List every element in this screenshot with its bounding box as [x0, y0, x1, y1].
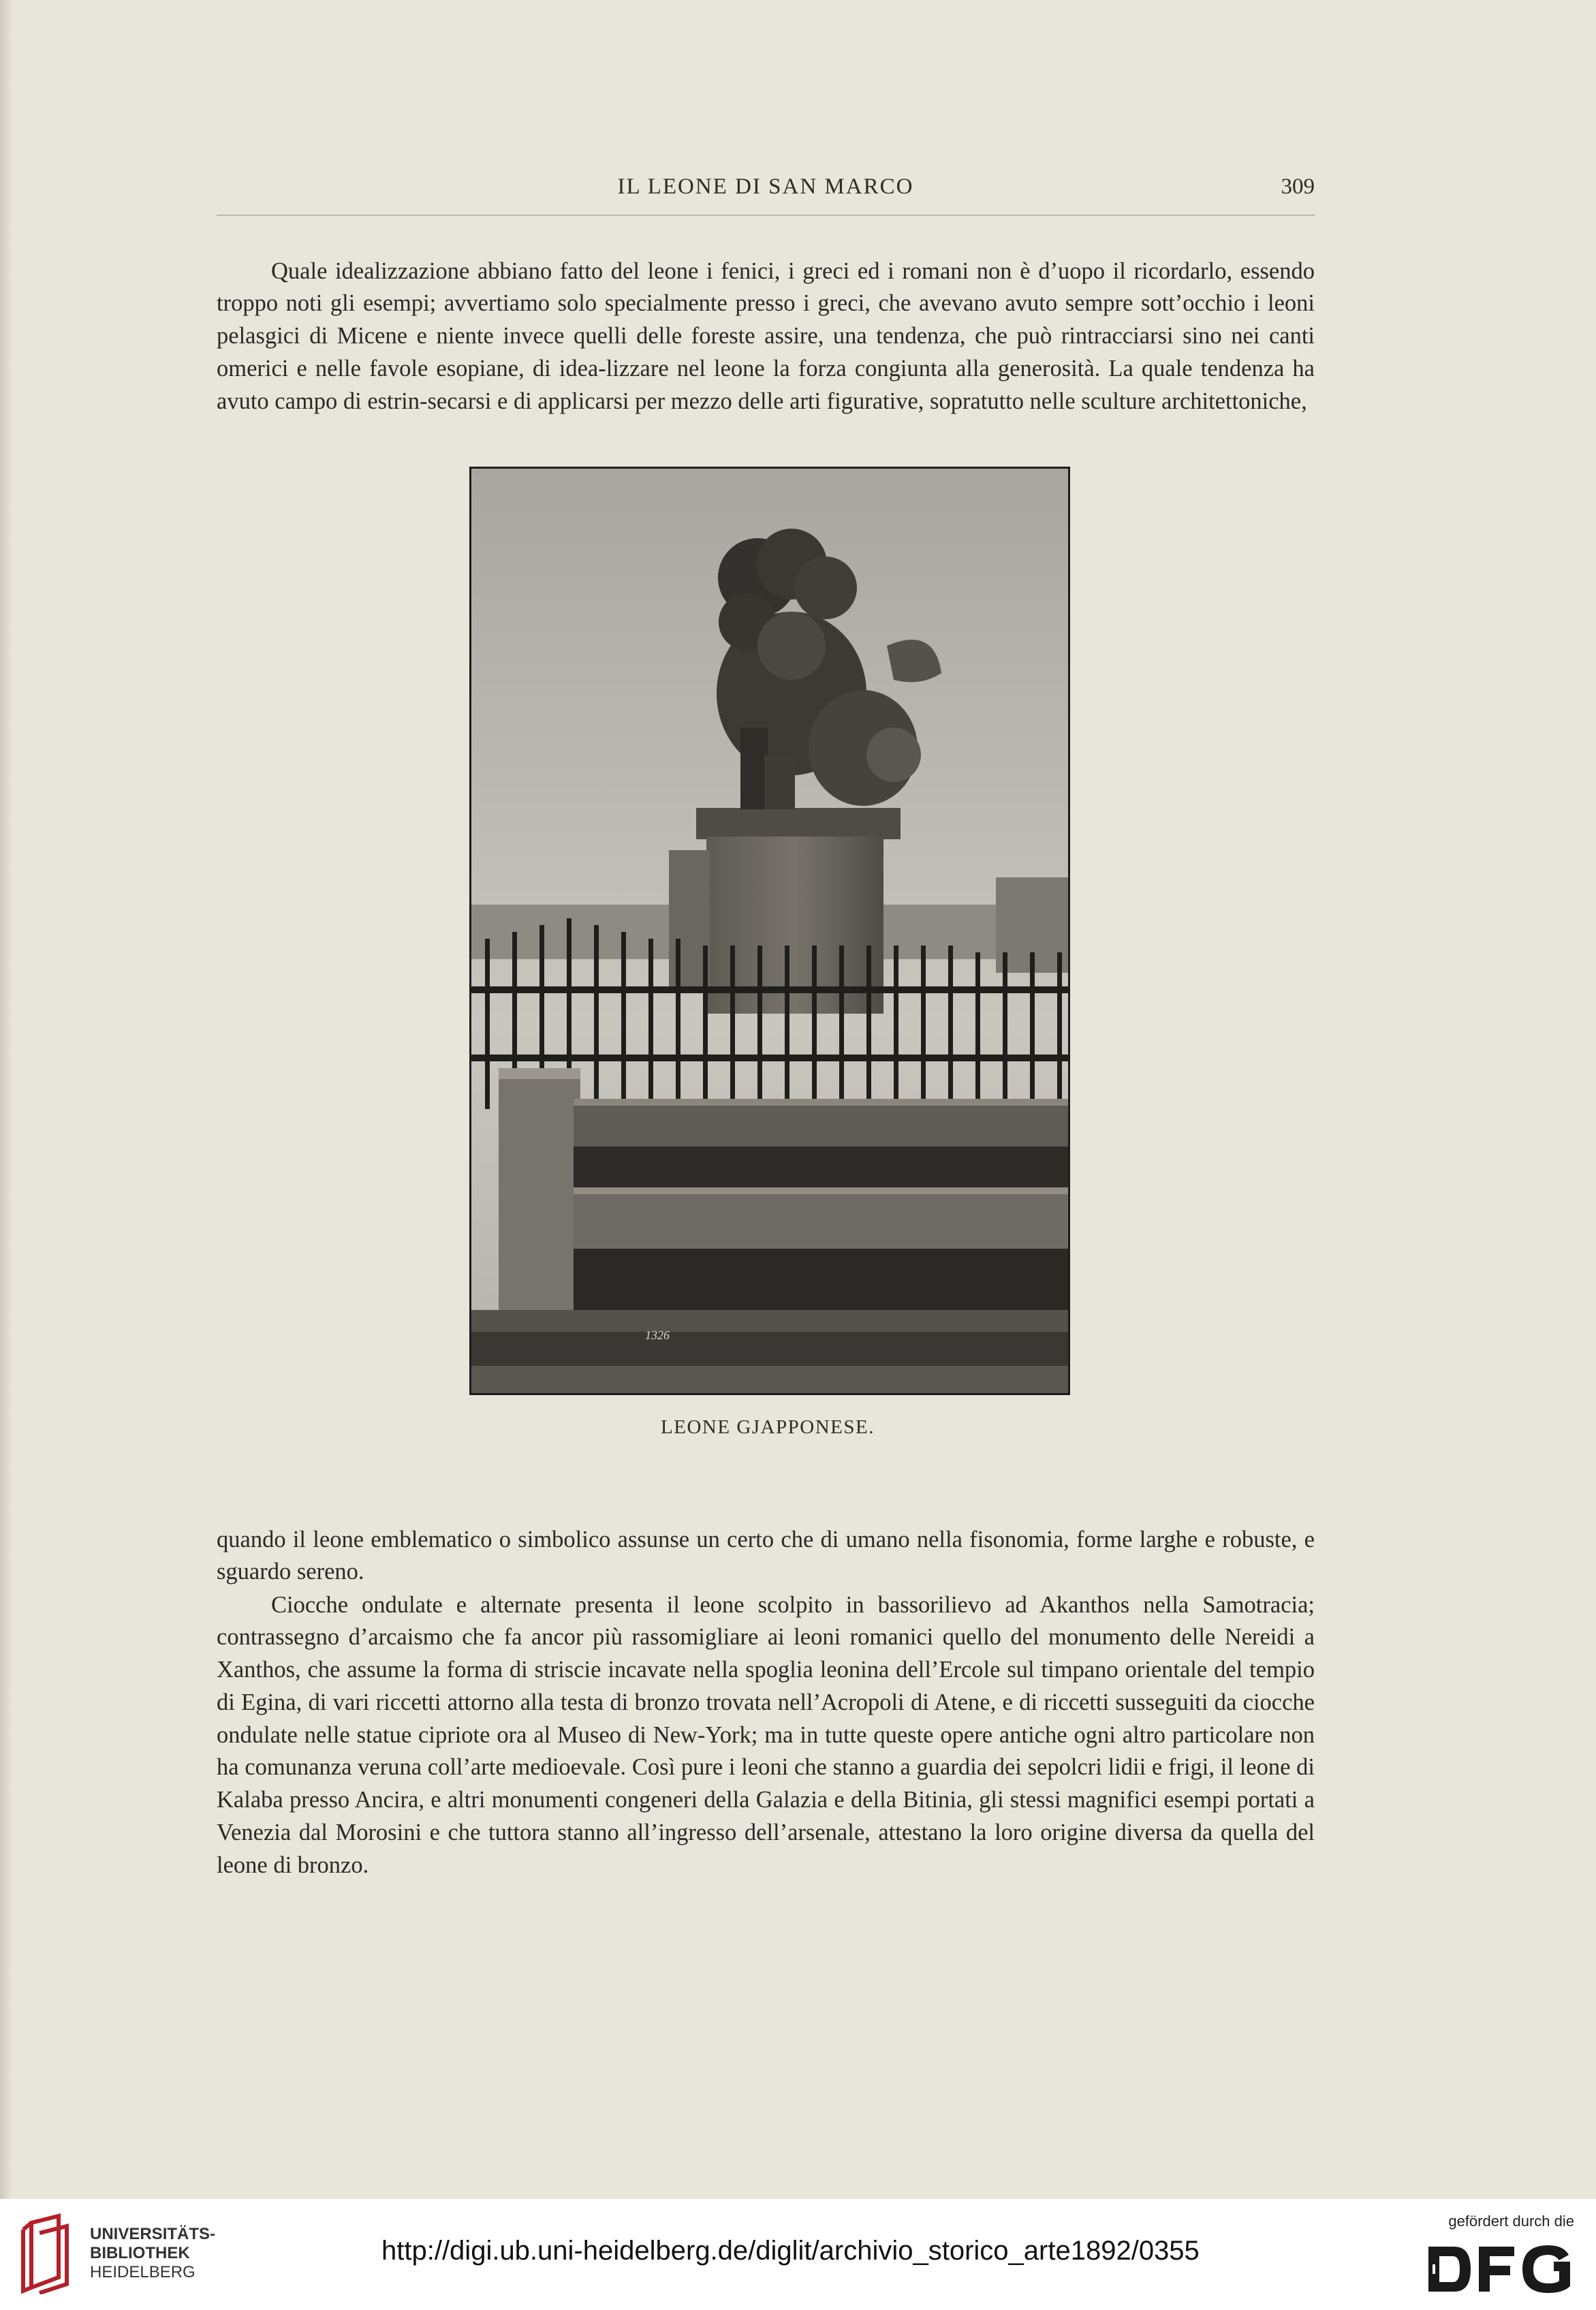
library-line-2: BIBLIOTHEK	[90, 2244, 190, 2262]
plate-number: 1326	[645, 1328, 670, 1342]
header-rule	[217, 215, 1315, 216]
japanese-lion-photo	[471, 469, 1068, 1393]
figure-photograph	[469, 467, 1070, 1395]
dfg-logo-icon[interactable]	[1424, 2241, 1576, 2297]
paragraph-2: quando il leone emblematico o simbolico assunse un certo che di umano nella fisonomia, forme larghe e robuste, e sguardo sereno.	[217, 1526, 1315, 1585]
paragraph-3: Ciocche ondulate e alternate presenta il leone scolpito in bassorilievo ad Akanthos nella Samotracia; contrassegno d’arcaismo che fa ancor più rassomigliare ai leoni romanici quello del monumento delle Nereidi a Xanthos, che assume la forma di striscie incavate nella spoglia leonina dell’Ercole sul timpano orientale del tempio di Egina, di vari riccetti attorno alla testa di bronzo trovata nell’Acropoli di Atene, e di riccetti susseguiti da ciocche ondulate nelle statue cipriote ora al Museo di New-York; ma in tutte queste opere antiche ogni altro particolare non ha comunanza veruna coll’arte medioevale. Così pure i leoni che stanno a guardia dei sepolcri lidii e frigi, il leone di Kalaba presso Ancira, e altri monumenti congeneri della Galazia e della Bitinia, gli stessi magnifici esempi portati a Venezia dal Morosini e che tuttora stanno all’ingresso dell’arsenale, attestano la loro origine diversa da quella del leone di bronzo.	[217, 1591, 1315, 1878]
page-header	[217, 174, 1315, 204]
figure-caption: LEONE GJAPPONESE.	[661, 1416, 875, 1438]
library-line-3: HEIDELBERG	[90, 2263, 195, 2281]
running-title: IL LEONE DI SAN MARCO	[617, 174, 914, 199]
university-library-name[interactable]	[90, 2225, 215, 2282]
university-library-logo-icon[interactable]	[18, 2213, 79, 2294]
library-line-1: UNIVERSITÄTS-	[90, 2225, 216, 2243]
page-number: 309	[1281, 174, 1315, 199]
paragraph-1: Quale idealizzazione abbiano fatto del leone i fenici, i greci ed i romani non è d’uopo il ricordarlo, essendo troppo noti gli esempi; avvertiamo solo specialmente presso i greci, che avevano avuto sempre sott’occhio i leoni pelasgici di Micene e niente invece quelli delle foreste assire, una tendenza, che può rintracciarsi sino nei canti omerici e nelle favole esopiane, di idea-lizzare nel leone la forza congiunta alla generosità. La quale tendenza ha avuto campo di estrin-secarsi e di applicarsi per mezzo delle arti figurative, sopratutto nelle sculture architettoniche,	[217, 257, 1315, 414]
page-edge-shadow	[0, 0, 12, 2199]
funding-label: gefördert durch die	[1448, 2213, 1574, 2230]
permalink-url[interactable]: http://digi.ub.uni-heidelberg.de/diglit/archivio_storico_arte1892/0355	[381, 2236, 1200, 2266]
footer-bar	[0, 2199, 1596, 2310]
